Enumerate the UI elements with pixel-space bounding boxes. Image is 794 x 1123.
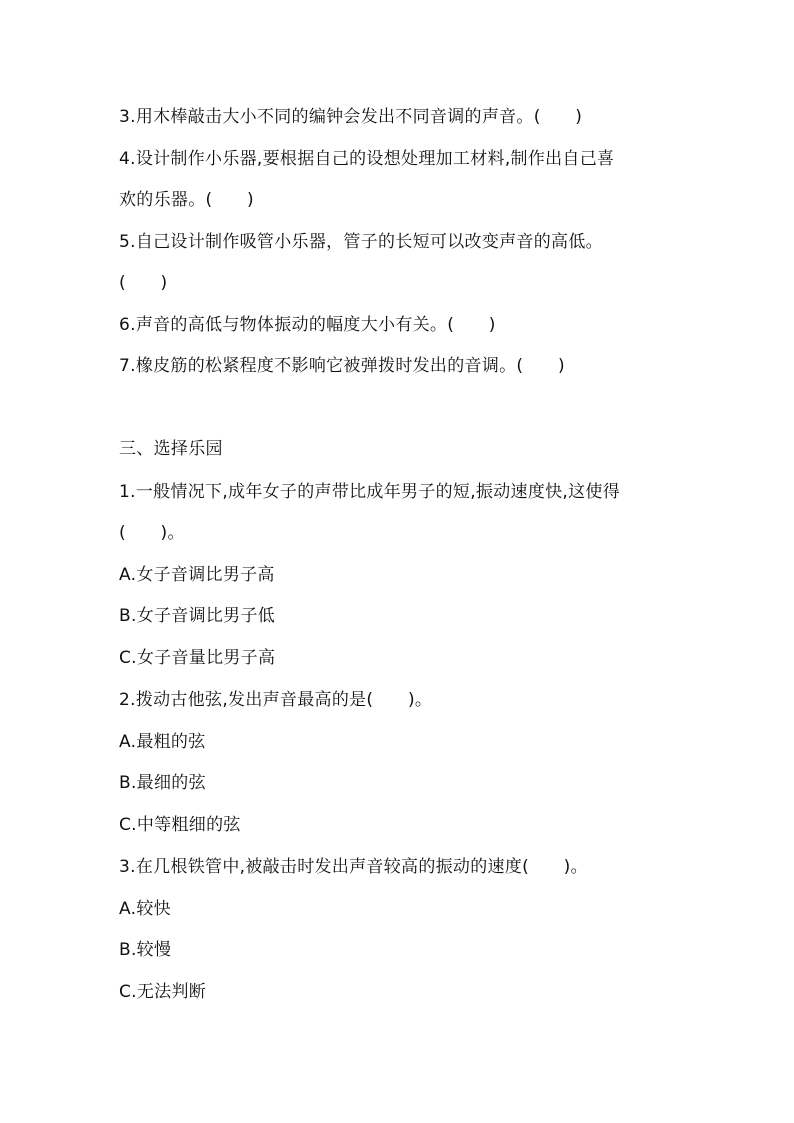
question-2: 2.拨动古他弦,发出声音最高的是( )。 <box>119 690 433 710</box>
question-1-line-1: 1.一般情况下,成年女子的声带比成年男子的短,振动速度快,这使得 <box>119 482 621 502</box>
tf-item-6: 6.声音的高低与物体振动的幅度大小有关。( ) <box>119 315 496 335</box>
question-3-option-a: A.较快 <box>119 899 171 919</box>
question-1-option-b: B.女子音调比男子低 <box>119 606 276 626</box>
question-3: 3.在几根铁管中,被敲击时发出声音较高的振动的速度( )。 <box>119 857 588 877</box>
tf-item-5-line-2: ( ) <box>119 273 168 293</box>
question-2-option-a: A.最粗的弦 <box>119 732 206 752</box>
question-3-option-b: B.较慢 <box>119 940 172 960</box>
tf-item-3: 3.用木棒敲击大小不同的编钟会发出不同音调的声音。( ) <box>119 107 583 127</box>
tf-item-4-line-2: 欢的乐器。( ) <box>119 190 254 210</box>
question-1-option-c: C.女子音量比男子高 <box>119 648 276 668</box>
tf-item-4-line-1: 4.设计制作小乐器,要根据自己的设想处理加工材料,制作出自己喜 <box>119 149 615 169</box>
section-heading: 三、选择乐园 <box>119 439 223 459</box>
tf-item-5-line-1: 5.自己设计制作吸管小乐器，管子的长短可以改变声音的高低。 <box>119 232 603 252</box>
question-1-line-2: ( )。 <box>119 523 185 543</box>
question-2-option-c: C.中等粗细的弦 <box>119 815 241 835</box>
question-2-option-b: B.最细的弦 <box>119 773 206 793</box>
question-3-option-c: C.无法判断 <box>119 982 207 1002</box>
tf-item-7: 7.橡皮筋的松紧程度不影响它被弹拨时发出的音调。( ) <box>119 356 565 376</box>
question-1-option-a: A.女子音调比男子高 <box>119 565 275 585</box>
